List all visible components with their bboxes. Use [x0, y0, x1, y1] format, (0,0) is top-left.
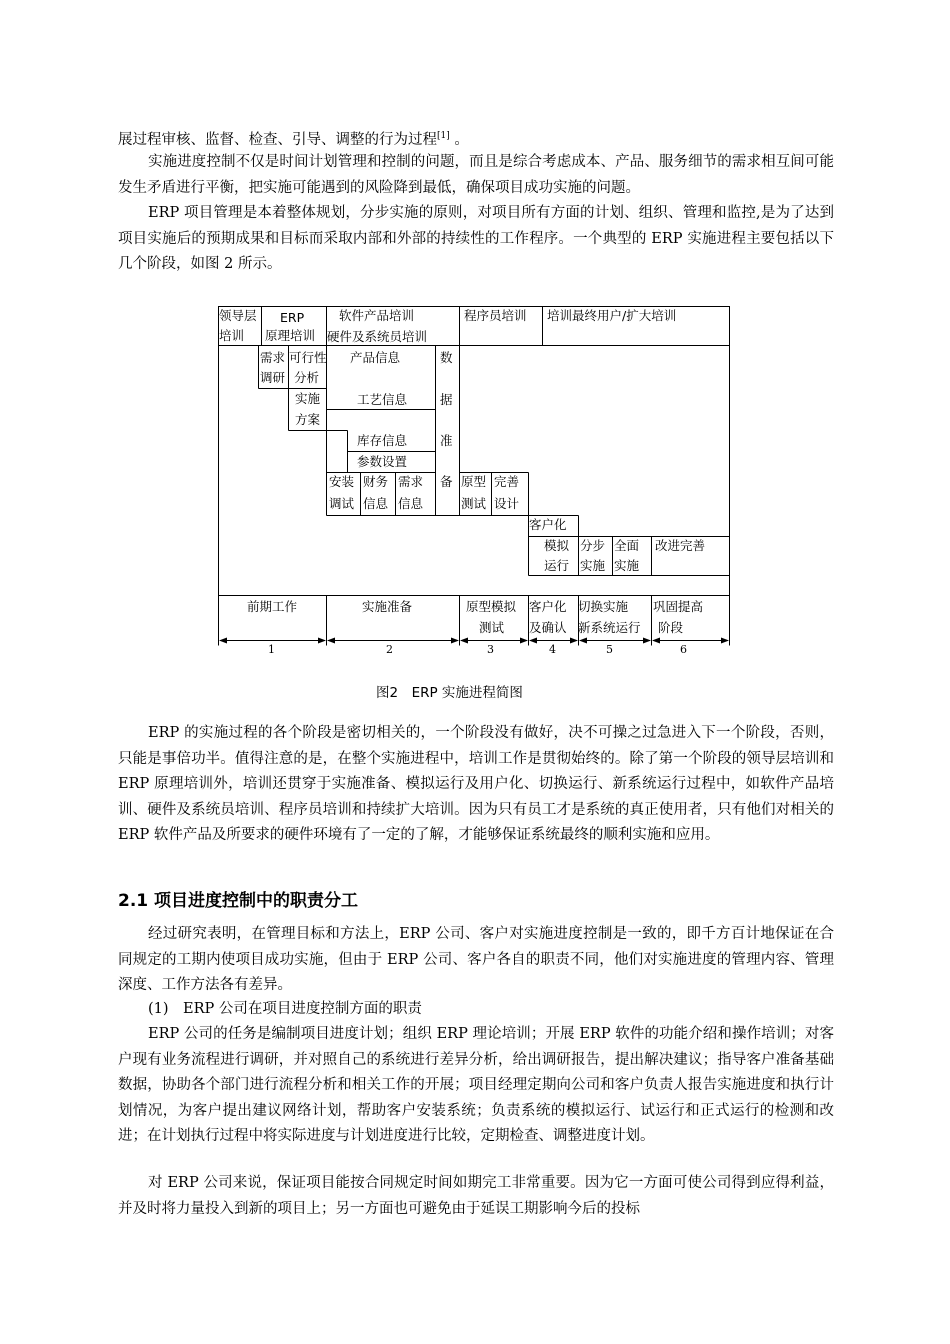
- paragraph-1-text: 展过程审核、监督、检查、引导、调整的行为过程: [118, 131, 437, 148]
- phase-custom-line1: 客户化: [529, 599, 567, 614]
- programmer-training: 程序员培训: [464, 308, 527, 323]
- phase-consolidate-line1: 巩固提高: [653, 599, 704, 614]
- section-heading: 2.1 项目进度控制中的职责分工: [118, 891, 359, 911]
- phase-prototype-line1: 原型模拟: [466, 599, 517, 614]
- simulation-line2: 运行: [544, 558, 570, 573]
- paragraph-7: ERP 公司的任务是编制项目进度计划；组织 ERP 理论培训；开展 ERP 软件的功能介绍和操作培训；对客户现有业务流程进行调研，并对照自己的系统进行差异分析，给出调研报告，提出解决建议；指导客户准备基础数据，协助各个部门进行流程分析和相关工作的开展；项目经理定期向公司和客户负责人报告实施进度和执行计划情况，为客户提出建议网络计划，帮助客户安装系统；负责系统的模拟运行、试运行和正式运行的检测和改进；在计划执行过程中将实际进度与计划进度进行比较，定期检查、调整进度计划。: [118, 1026, 834, 1144]
- feasibility-line2: 分析: [294, 370, 320, 385]
- prototype-test-line1: 原型: [461, 474, 487, 489]
- stepwise-line1: 分步: [580, 538, 606, 553]
- phase-impl-prep: 实施准备: [362, 599, 413, 614]
- phase-number-3: 3: [487, 643, 494, 656]
- timeline-arrows: [219, 638, 729, 644]
- phase-switch-line2: 新系统运行: [578, 620, 641, 635]
- phase-switch-line1: 切换实施: [578, 599, 629, 614]
- figure-caption: 图2 ERP 实施进程简图: [376, 685, 523, 701]
- data-prep-char1: 数: [440, 350, 453, 365]
- erp-training-line1: ERP: [280, 310, 305, 325]
- improve-design-line1: 完善: [494, 474, 520, 489]
- phase-number-6: 6: [680, 643, 687, 656]
- impl-plan-line2: 方案: [295, 412, 321, 427]
- paragraph-2: 实施进度控制不仅是时间计划管理和控制的问题，而且是综合考虑成本、产品、服务细节的需求相互间可能发生矛盾进行平衡，把实施可能遇到的风险降到最低，确保项目成功实施的问题。: [118, 154, 834, 196]
- phase-prototype-line2: 测试: [479, 620, 505, 635]
- paragraph-1-end: 。: [454, 131, 469, 148]
- phase-number-5: 5: [606, 643, 613, 656]
- phase-number-1: 1: [268, 643, 275, 656]
- software-training: 软件产品培训: [339, 308, 415, 323]
- enduser-training: 培训最终用户/扩大培训: [547, 308, 677, 323]
- leader-training-line2: 培训: [219, 328, 245, 343]
- simulation-line1: 模拟: [544, 538, 570, 553]
- data-prep-char3: 准: [440, 433, 453, 448]
- need-info-line1: 需求: [398, 474, 424, 489]
- param-setting: 参数设置: [357, 454, 408, 469]
- paragraph-5: 经过研究表明，在管理目标和方法上，ERP 公司、客户对实施进度控制是一致的，即千方百计地保证在合同规定的工期内使项目成功实施，但由于 ERP 公司、客户各自的职责不同，他们对实施进度的管理内容、管理深度、工作方法各有差异。: [118, 926, 834, 993]
- need-info-line2: 信息: [398, 496, 424, 511]
- prototype-test-line2: 测试: [461, 496, 487, 511]
- improve-design-line2: 设计: [494, 496, 520, 511]
- req-research-line1: 需求: [260, 350, 286, 365]
- phase-consolidate-line2: 阶段: [658, 620, 684, 635]
- finance-info-line1: 财务: [363, 474, 389, 489]
- stepwise-line2: 实施: [580, 558, 606, 573]
- phase-number-4: 4: [549, 643, 556, 656]
- install-debug-line1: 安装: [329, 474, 355, 489]
- data-prep-char4: 备: [440, 474, 453, 489]
- process-info: 工艺信息: [357, 392, 408, 407]
- full-impl-line1: 全面: [614, 538, 640, 553]
- impl-plan-line1: 实施: [295, 391, 321, 406]
- data-prep-char2: 据: [440, 392, 453, 407]
- paragraph-3: ERP 项目管理是本着整体规划，分步实施的原则，对项目所有方面的计划、组织、管理和监控,是为了达到项目实施后的预期成果和目标而采取内部和外部的持续性的工作程序。一个典型的 ERP 实施进程主要包括以下几个阶段，如图 2 所示。: [118, 205, 834, 272]
- feasibility-line1: 可行性: [289, 350, 327, 365]
- phase-pre-work: 前期工作: [247, 599, 298, 614]
- erp-training-line2: 原理培训: [265, 328, 316, 343]
- customization: 客户化: [529, 517, 567, 532]
- install-debug-line2: 调试: [329, 496, 355, 511]
- leader-training-line1: 领导层: [219, 308, 257, 323]
- citation-1: [1]: [437, 131, 450, 141]
- paragraph-6: (1) ERP 公司在项目进度控制方面的职责: [148, 1001, 422, 1017]
- req-research-line2: 调研: [260, 370, 286, 385]
- improve-perfect: 改进完善: [655, 538, 706, 553]
- phase-number-2: 2: [386, 643, 393, 656]
- phase-custom-line2: 及确认: [529, 620, 567, 635]
- paragraph-4: ERP 的实施过程的各个阶段是密切相关的，一个阶段没有做好，决不可操之过急进入下一个阶段，否则，只能是事倍功半。值得注意的是，在整个实施进程中，培训工作是贯彻始终的。除了第一个阶段的领导层培训和 ERP 原理培训外，培训还贯穿于实施准备、模拟运行及用户化、切换运行、新系统运行过程中，如软件产品培训、硬件及系统员培训、程序员培训和持续扩大培训。因为只有员工才是系统的真正使用者，只有他们对相关的 ERP 软件产品及所要求的硬件环境有了一定的了解，才能够保证系统最终的顺利实施和应用。: [118, 725, 834, 843]
- full-impl-line2: 实施: [614, 558, 640, 573]
- product-info: 产品信息: [350, 350, 401, 365]
- finance-info-line2: 信息: [363, 496, 389, 511]
- hardware-training: 硬件及系统员培训: [327, 329, 428, 344]
- paragraph-8: 对 ERP 公司来说，保证项目能按合同规定时间如期完工非常重要。因为它一方面可使公司得到应得利益，并及时将力量投入到新的项目上；另一方面也可避免由于延误工期影响今后的投标: [118, 1175, 834, 1217]
- stock-info: 库存信息: [357, 433, 408, 448]
